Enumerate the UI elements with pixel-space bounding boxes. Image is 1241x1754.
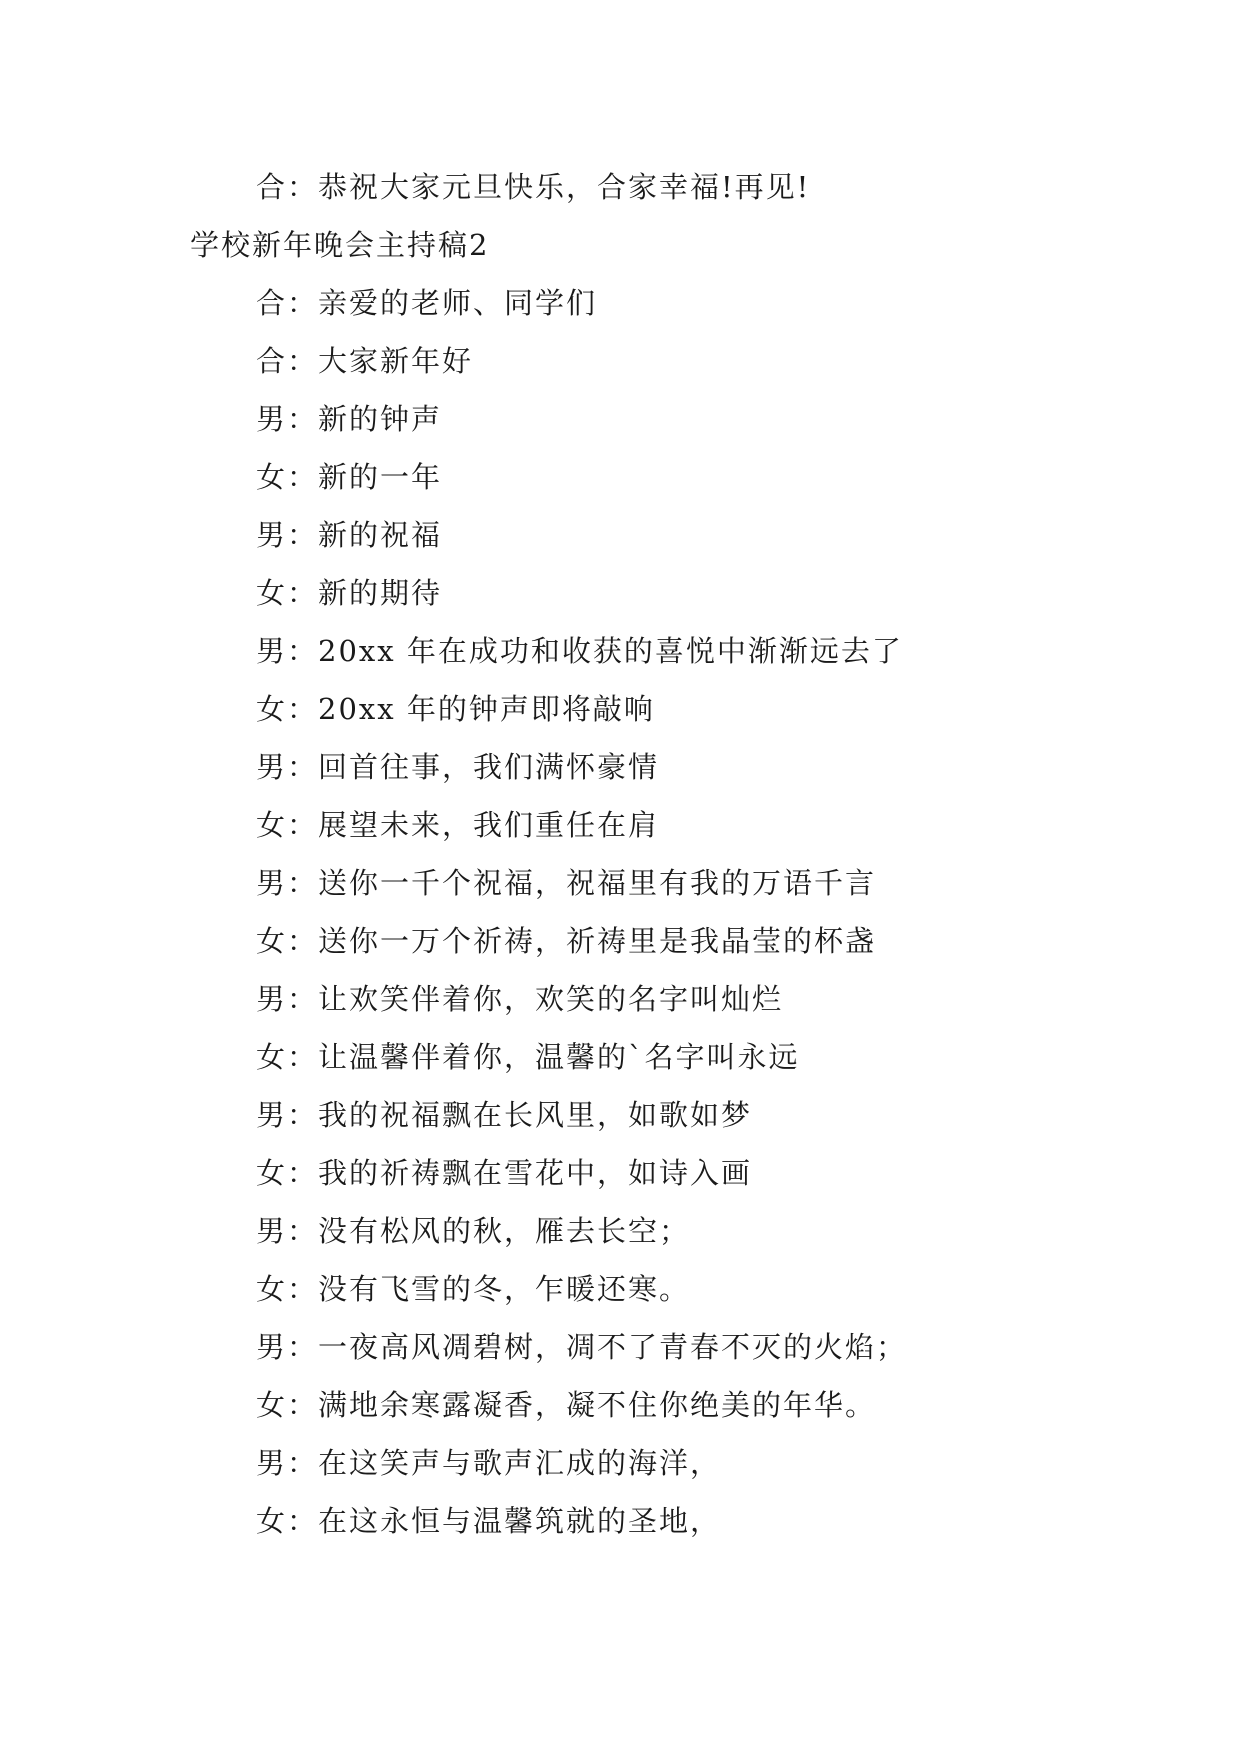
script-line: 男：新的钟声 xyxy=(256,402,443,436)
script-line: 女：在这永恒与温馨筑就的圣地， xyxy=(256,1504,722,1538)
script-line: 女：新的一年 xyxy=(256,460,443,494)
script-line: 女：展望未来，我们重任在肩 xyxy=(256,808,660,842)
script-line: 男：送你一千个祝福，祝福里有我的万语千言 xyxy=(256,866,877,900)
script-line: 男：没有松风的秋，雁去长空； xyxy=(256,1214,691,1248)
script-line: 女：送你一万个祈祷，祈祷里是我晶莹的杯盏 xyxy=(256,924,877,958)
script-line: 男：20xx 年在成功和收获的喜悦中渐渐远去了 xyxy=(256,634,903,668)
script-line: 女：20xx 年的钟声即将敲响 xyxy=(256,692,655,726)
script-line: 女：满地余寒露凝香，凝不住你绝美的年华。 xyxy=(256,1388,877,1422)
script-line: 合：大家新年好 xyxy=(256,344,474,378)
script-line: 男：让欢笑伴着你，欢笑的名字叫灿烂 xyxy=(256,982,784,1016)
script-line: 女：没有飞雪的冬，乍暖还寒。 xyxy=(256,1272,691,1306)
script-lines xyxy=(256,274,907,1550)
script-line: 男：新的祝福 xyxy=(256,518,443,552)
script-line: 男：一夜高风凋碧树，凋不了青春不灭的火焰； xyxy=(256,1330,908,1364)
closing-line: 合：恭祝大家元旦快乐，合家幸福!再见! xyxy=(256,170,811,204)
script-line: 女：我的祈祷飘在雪花中，如诗入画 xyxy=(256,1156,753,1190)
script-line: 男：在这笑声与歌声汇成的海洋， xyxy=(256,1446,722,1480)
script-line: 男：回首往事，我们满怀豪情 xyxy=(256,750,660,784)
script-line: 合：亲爱的老师、同学们 xyxy=(256,286,598,320)
section-heading: 学校新年晚会主持稿2 xyxy=(190,228,490,262)
script-line: 女：新的期待 xyxy=(256,576,443,610)
script-line: 男：我的祝福飘在长风里，如歌如梦 xyxy=(256,1098,753,1132)
script-line: 女：让温馨伴着你，温馨的`名字叫永远 xyxy=(256,1040,800,1074)
